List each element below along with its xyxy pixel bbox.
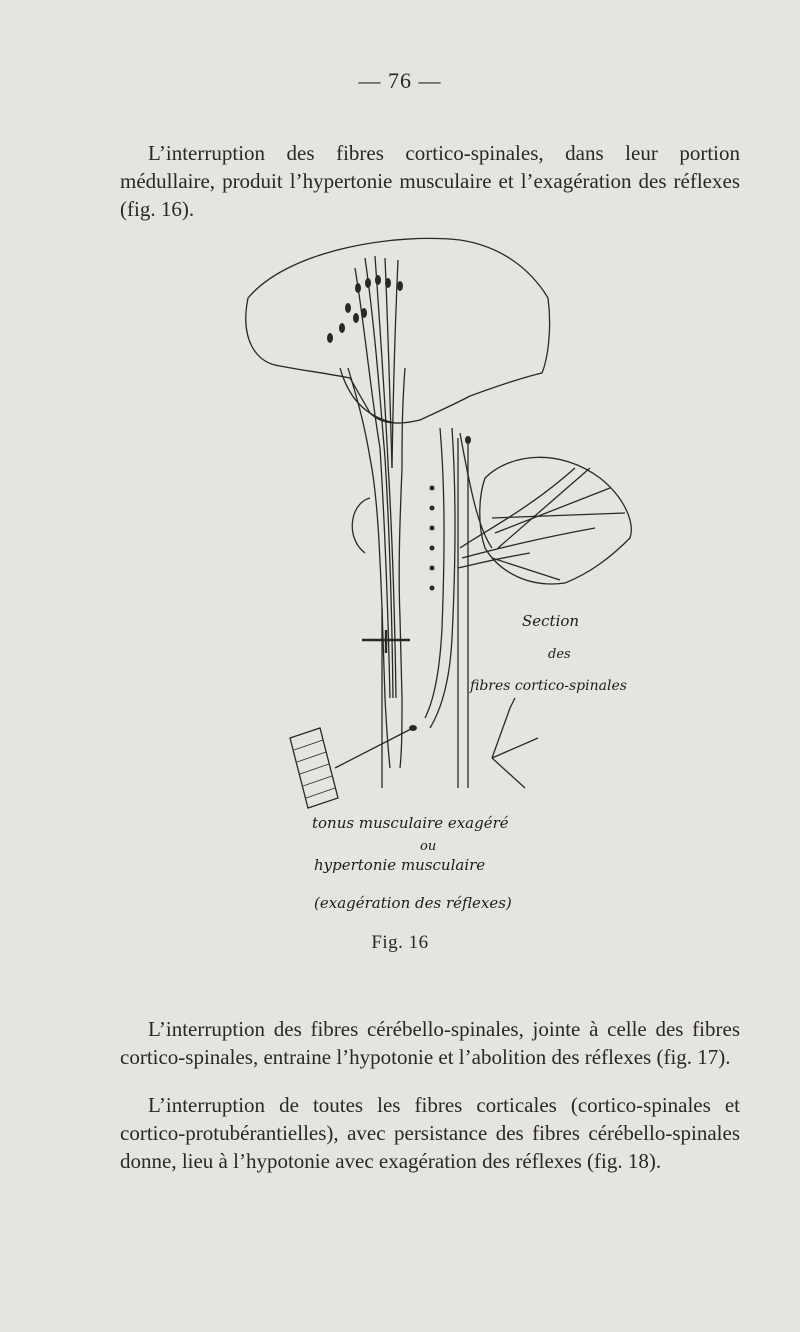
cerebellum <box>480 457 632 584</box>
paragraph-1: L’interruption des fibres cortico-spinales, dans leur portion médullaire, produit l’hypertonie musculaire et l’exagération des réflexes (fig. 16). <box>120 141 740 221</box>
brainstem <box>348 368 390 768</box>
muscle-block <box>290 728 338 808</box>
annotation-tonus-line1: tonus musculaire exagéré <box>312 814 509 832</box>
paragraph-2: L’interruption des fibres cérébello-spinales, jointe à celle des fibres cortico-spinales, entraine l’hypotonie et l’abolition des réflexes (fig. 17). <box>120 1017 740 1069</box>
nervous-pathway-diagram <box>230 228 650 928</box>
paragraph-3: L’interruption de toutes les fibres corticales (cortico-spinales et cortico-protubérantielles), avec persistance des fibres cérébello-spinales donne, lieu à l’hypotonie avec exagération des réflexes (fig. 18). <box>120 1093 740 1173</box>
page-number: — 76 — <box>358 68 442 93</box>
annotation-section-line3: fibres cortico-spinales <box>470 678 627 694</box>
annotation-tonus-line3: hypertonie musculaire <box>314 856 486 874</box>
annotation-tonus-line4: (exagération des réflexes) <box>314 894 512 912</box>
annotation-tonus-line2: ou <box>420 839 437 854</box>
figure-caption: Fig. 16 <box>371 932 429 953</box>
annotation-section-line1: Section <box>522 612 580 630</box>
annotation-section-line2: des <box>548 647 571 662</box>
figure-16 <box>230 228 650 928</box>
